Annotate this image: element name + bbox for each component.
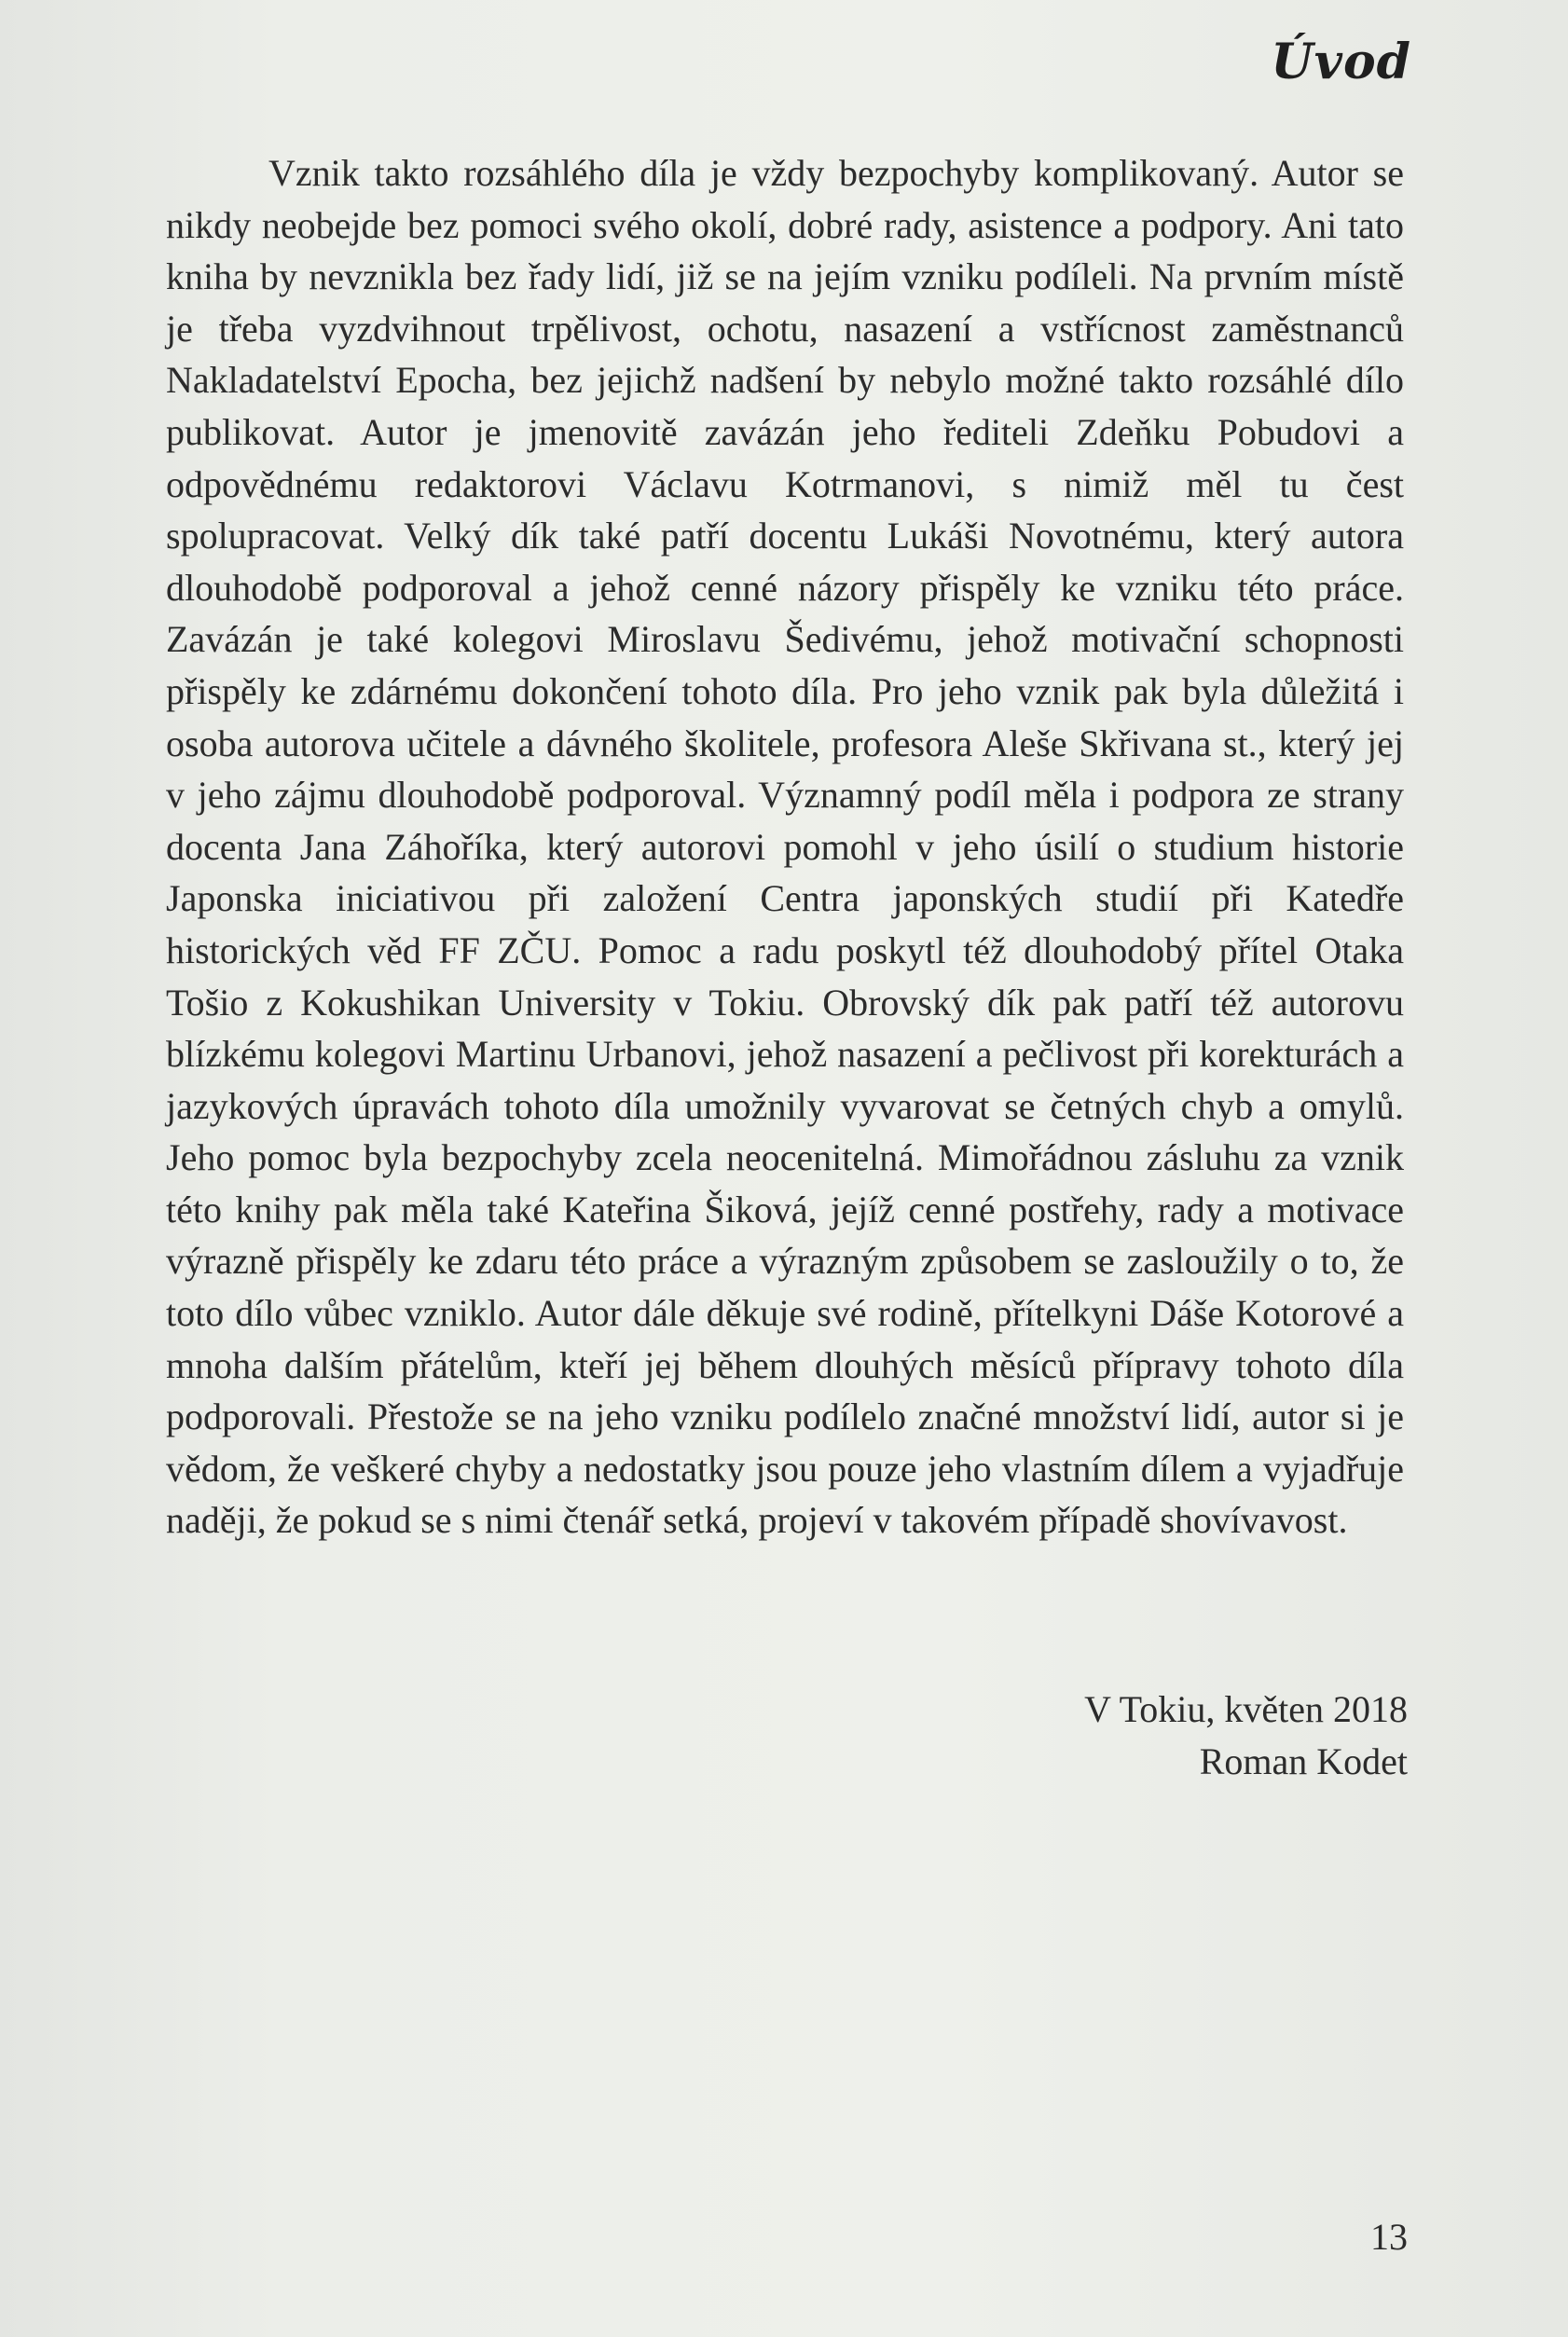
page-number: 13 bbox=[1370, 2216, 1408, 2258]
signature-block bbox=[1084, 1684, 1408, 1788]
running-head-title: Úvod bbox=[1271, 34, 1411, 90]
acknowledgement-paragraph: Vznik takto rozsáhlého díla je vždy bezpochyby komplikovaný. Autor se nikdy neobejde bez pomoci svého okolí, dobré rady, asistence a podpory. Ani tato kniha by nevznikla bez řady lidí, již se na jejím vzniku podíleli. Na prvním místě je třeba vyzdvihnout trpělivost, ochotu, nasazení a vstřícnost zaměstnanců Nakladatelství Epocha, bez jejichž nadšení by nebylo možné takto rozsáhlé dílo publikovat. Autor je jmenovitě zavázán jeho řediteli Zdeňku Pobudovi a odpovědnému redaktorovi Václavu Kotrmanovi, s nimiž měl tu čest spolupracovat. Velký dík také patří docentu Lukáši Novotnému, který autora dlouhodobě podporoval a jehož cenné názory přispěly ke vzniku této práce. Zavázán je také kolegovi Miroslavu Šedivému, jehož motivační schopnosti přispěly ke zdárnému dokončení tohoto díla. Pro jeho vznik pak byla důležitá i osoba autorova učitele a dávného školitele, profesora Aleše Skřivana st., který jej v jeho zájmu dlouhodobě podporoval. Významný podíl měla i podpora ze strany docenta Jana Záhoříka, který autorovi pomohl v jeho úsilí o studium historie Japonska iniciativou při založení Centra japonských studií při Katedře historických věd FF ZČU. Pomoc a radu poskytl též dlouhodobý přítel Otaka Tošio z Kokushikan University v Tokiu. Obrovský dík pak patří též autorovu blízkému kolegovi Martinu Urbanovi, jehož nasazení a pečlivost při korekturách a jazykových úpravách tohoto díla umožnily vyvarovat se četných chyb a omylů. Jeho pomoc byla bezpochyby zcela neocenitelná. Mimořádnou zásluhu za vznik této knihy pak měla také Kateřina Šiková, jejíž cenné postřehy, rady a motivace výrazně přispěly ke zdaru této práce a výrazným způsobem se zasloužily o to, že toto dílo vůbec vzniklo. Autor dále děkuje své rodině, přítelkyni Dáše Kotorové a mnoha dalším přátelům, kteří jej během dlouhých měsíců přípravy tohoto díla podporovali. Přestože se na jeho vzniku podílelo značné množství lidí, autor si je vědom, že veškeré chyby a nedostatky jsou pouze jeho vlastním dílem a vyjadřuje naději, že pokud se s nimi čtenář setká, projeví v takovém případě shovívavost. bbox=[166, 152, 1404, 1542]
signature-author: Roman Kodet bbox=[1199, 1740, 1408, 1782]
signature-place-date: V Tokiu, květen 2018 bbox=[1084, 1688, 1408, 1730]
